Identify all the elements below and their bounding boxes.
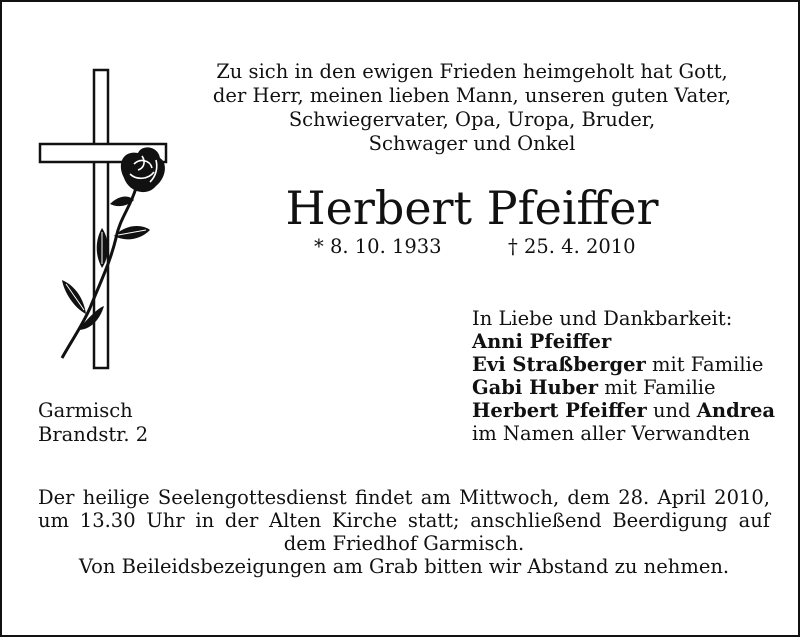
mourner-conjunction: und [652, 399, 691, 422]
mourner-line [472, 330, 775, 353]
mourners-relatives: im Namen aller Verwandten [472, 422, 751, 445]
mourner-name: Herbert Pfeiffer [472, 399, 647, 422]
mourners-list [472, 307, 775, 445]
address [38, 399, 148, 447]
service-notice [38, 486, 770, 578]
intro-text [202, 60, 742, 156]
intro-line: Schwiegervater, Opa, Uropa, Bruder, [288, 108, 656, 131]
service-line: um 13.30 Uhr in der Alten Kirche statt; anschließend Beerdigung auf [38, 509, 770, 532]
service-line: Von Beileidsbezeigungen am Grab bitten wir Abstand zu nehmen. [78, 555, 730, 578]
mourner-name: Gabi Huber [472, 376, 599, 399]
intro-line: Zu sich in den ewigen Frieden heimgeholt hat Gott, [216, 60, 728, 83]
mourner-suffix: mit Familie [604, 376, 716, 399]
death-date: † 25. 4. 2010 [508, 235, 636, 258]
cross-with-rose-icon [38, 68, 170, 372]
deceased-name: Herbert Pfeiffer [285, 181, 659, 235]
address-line: Garmisch [38, 399, 133, 422]
mourner-name: Andrea [696, 399, 776, 422]
mourner-line [472, 353, 775, 376]
mourner-line [472, 376, 775, 399]
mourner-name: Evi Straßberger [472, 353, 646, 376]
mourner-suffix: mit Familie [652, 353, 764, 376]
service-line: dem Friedhof Garmisch. [283, 532, 525, 555]
mourner-line [472, 399, 775, 422]
mourner-name: Anni Pfeiffer [472, 330, 612, 353]
intro-line: Schwager und Onkel [368, 132, 576, 155]
mourners-intro: In Liebe und Dankbarkeit: [472, 307, 733, 330]
service-line: Der heilige Seelengottesdienst findet am Mittwoch, dem 28. April 2010, [38, 486, 770, 509]
birth-date: * 8. 10. 1933 [314, 235, 442, 258]
intro-line: der Herr, meinen lieben Mann, unseren guten Vater, [212, 84, 732, 107]
address-line: Brandstr. 2 [38, 423, 149, 446]
